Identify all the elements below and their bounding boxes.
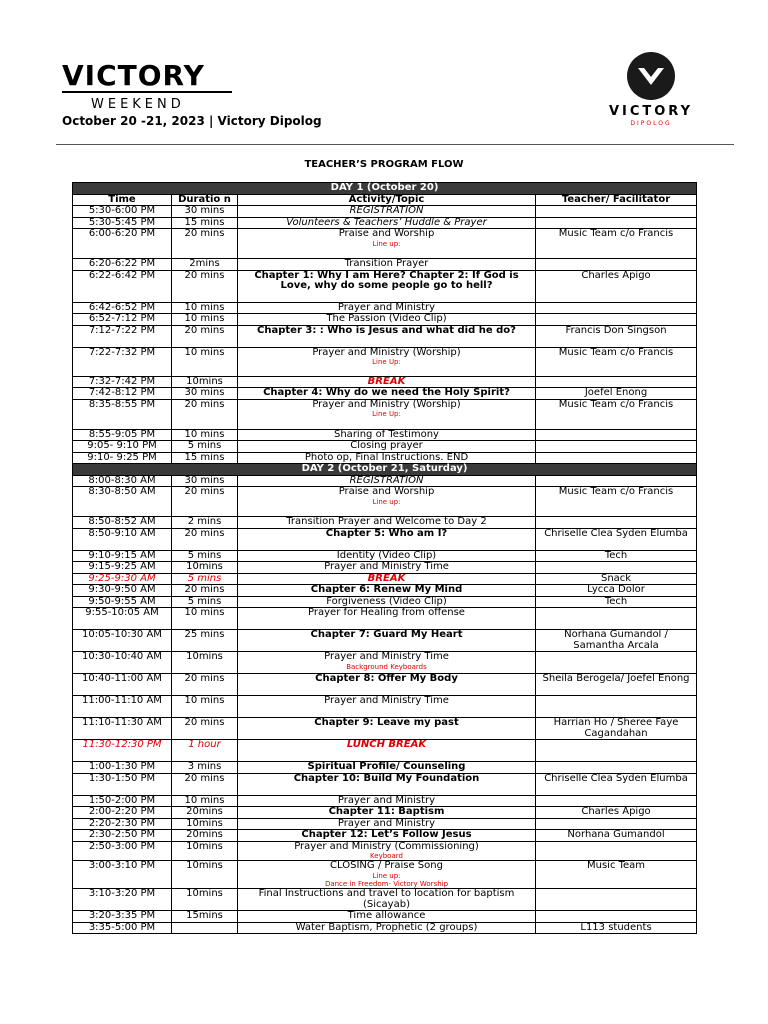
table-row xyxy=(73,596,697,608)
table-row xyxy=(73,674,697,696)
row-duration: 10 mins xyxy=(172,314,238,326)
table-row xyxy=(73,818,697,830)
row-activity xyxy=(238,841,536,861)
row-duration: 20 mins xyxy=(172,229,238,259)
row-facilitator xyxy=(536,696,697,718)
row-activity xyxy=(238,773,536,795)
activity-text: Forgiveness (Video Clip) xyxy=(326,595,447,607)
row-duration: 20 mins xyxy=(172,585,238,597)
row-facilitator xyxy=(536,217,697,229)
logo-left-main: VICTORY xyxy=(62,59,205,92)
row-duration: 10mins xyxy=(172,652,238,674)
table-row xyxy=(73,696,697,718)
row-activity xyxy=(238,550,536,562)
row-facilitator: Charles Apigo xyxy=(536,270,697,302)
row-facilitator: Chriselle Clea Syden Elumba xyxy=(536,528,697,550)
row-duration: 10mins xyxy=(172,841,238,861)
table-row xyxy=(73,452,697,464)
row-duration: 5 mins xyxy=(172,550,238,562)
row-activity xyxy=(238,229,536,259)
table-row xyxy=(73,229,697,259)
table-row xyxy=(73,259,697,271)
row-activity xyxy=(238,475,536,487)
row-time: 3:10-3:20 PM xyxy=(73,889,172,911)
activity-text: Volunteers & Teachers’ Huddle & Prayer xyxy=(286,216,487,228)
row-facilitator xyxy=(536,889,697,911)
row-duration: 10mins xyxy=(172,861,238,889)
activity-text: Chapter 3: : Who is Jesus and what did he do? xyxy=(257,324,516,336)
activity-text: CLOSING / Praise Song xyxy=(330,860,443,871)
row-duration: 5 mins xyxy=(172,441,238,453)
row-activity xyxy=(238,585,536,597)
row-time: 8:50-9:10 AM xyxy=(73,528,172,550)
row-activity xyxy=(238,696,536,718)
table-row xyxy=(73,608,697,630)
row-facilitator: Music Team c/o Francis xyxy=(536,347,697,376)
table-row xyxy=(73,718,697,740)
row-activity xyxy=(238,314,536,326)
row-activity xyxy=(238,573,536,585)
table-row xyxy=(73,773,697,795)
col-activity: Activity/Topic xyxy=(238,194,536,206)
victory-dipolog-logo xyxy=(590,52,712,128)
activity-note: Background Keyboards xyxy=(346,662,427,671)
row-facilitator: Joefel Enong xyxy=(536,388,697,400)
col-facilitator: Teacher/ Facilitator xyxy=(536,194,697,206)
row-duration: 20 mins xyxy=(172,487,238,517)
table-row xyxy=(73,861,697,889)
day1-title: DAY 1 (October 20) xyxy=(73,183,697,195)
table-row xyxy=(73,652,697,674)
row-activity xyxy=(238,674,536,696)
row-activity xyxy=(238,596,536,608)
row-activity xyxy=(238,795,536,807)
activity-text: Transition Prayer xyxy=(344,258,429,269)
row-activity xyxy=(238,652,536,674)
row-time: 6:20-6:22 PM xyxy=(73,259,172,271)
row-activity xyxy=(238,217,536,229)
victory-emblem-icon xyxy=(627,52,675,100)
activity-text: Prayer and Ministry xyxy=(337,817,436,829)
row-duration: 30 mins xyxy=(172,475,238,487)
row-time: 3:00-3:10 PM xyxy=(73,861,172,889)
row-activity xyxy=(238,740,536,762)
row-facilitator xyxy=(536,762,697,774)
activity-text: Chapter 4: Why do we need the Holy Spirit? xyxy=(263,387,510,398)
row-facilitator xyxy=(536,795,697,807)
row-facilitator xyxy=(536,314,697,326)
table-row xyxy=(73,585,697,597)
row-facilitator: Music Team c/o Francis xyxy=(536,229,697,259)
table-row xyxy=(73,302,697,314)
activity-text: Prayer and Ministry Time xyxy=(324,695,449,706)
activity-text: Chapter 11: Baptism xyxy=(328,806,445,817)
day2-header-row xyxy=(73,464,697,476)
row-activity xyxy=(238,376,536,388)
row-time: 5:30-5:45 PM xyxy=(73,217,172,229)
row-activity xyxy=(238,762,536,774)
activity-text: Prayer and Ministry (Worship) xyxy=(312,346,461,358)
row-facilitator: Harrian Ho / Sheree Faye Cagandahan xyxy=(536,718,697,740)
activity-text: Time allowance xyxy=(347,910,426,921)
row-time: 6:22-6:42 PM xyxy=(73,270,172,302)
row-time: 8:30-8:50 AM xyxy=(73,487,172,517)
row-time: 7:42-8:12 PM xyxy=(73,388,172,400)
row-time: 7:22-7:32 PM xyxy=(73,347,172,376)
row-facilitator: Norhana Gumandol xyxy=(536,830,697,842)
activity-text: BREAK xyxy=(367,572,406,584)
activity-text: Chapter 1: Why I am Here? Chapter 2: If God is Love, why do some people go to hell? xyxy=(254,269,519,291)
day2-title: DAY 2 (October 21, Saturday) xyxy=(73,464,697,476)
row-facilitator: Music Team xyxy=(536,861,697,889)
victory-weekend-logo xyxy=(62,59,232,112)
event-date-location: October 20 -21, 2023 | Victory Dipolog xyxy=(62,114,322,128)
row-duration: 20 mins xyxy=(172,325,238,347)
row-duration: 15mins xyxy=(172,911,238,923)
row-time: 7:32-7:42 PM xyxy=(73,376,172,388)
table-row xyxy=(73,740,697,762)
logo-right-sub: DIPOLOG xyxy=(630,120,672,127)
table-row xyxy=(73,206,697,218)
table-row xyxy=(73,562,697,574)
activity-text: Prayer and Ministry (Worship) xyxy=(312,398,461,410)
row-facilitator: Lycca Dolor xyxy=(536,585,697,597)
row-facilitator xyxy=(536,562,697,574)
activity-text: Chapter 10: Build My Foundation xyxy=(293,772,480,784)
activity-text: Water Baptism, Prophetic (2 groups) xyxy=(295,921,478,933)
row-time: 3:35-5:00 PM xyxy=(73,922,172,934)
row-time: 2:50-3:00 PM xyxy=(73,841,172,861)
activity-note: Keyboard xyxy=(370,852,403,860)
activity-text: Spiritual Profile/ Counseling xyxy=(307,761,466,772)
row-activity xyxy=(238,325,536,347)
row-duration: 10mins xyxy=(172,376,238,388)
activity-text: LUNCH BREAK xyxy=(346,739,427,750)
row-time: 6:52-7:12 PM xyxy=(73,314,172,326)
row-activity xyxy=(238,206,536,218)
row-activity xyxy=(238,528,536,550)
table-row xyxy=(73,314,697,326)
row-duration: 10 mins xyxy=(172,795,238,807)
row-facilitator xyxy=(536,608,697,630)
row-activity xyxy=(238,861,536,889)
row-facilitator: L113 students xyxy=(536,922,697,934)
row-time: 11:10-11:30 AM xyxy=(73,718,172,740)
row-facilitator xyxy=(536,429,697,441)
row-time: 10:40-11:00 AM xyxy=(73,674,172,696)
row-duration: 20 mins xyxy=(172,270,238,302)
row-duration xyxy=(172,922,238,934)
row-time: 6:00-6:20 PM xyxy=(73,229,172,259)
activity-text: REGISTRATION xyxy=(349,474,424,486)
row-time: 1:30-1:50 PM xyxy=(73,773,172,795)
table-row xyxy=(73,922,697,934)
activity-text: Photo op, Final Instructions. END xyxy=(304,451,469,463)
row-duration: 20mins xyxy=(172,830,238,842)
row-duration: 30 mins xyxy=(172,206,238,218)
activity-text: Chapter 9: Leave my past xyxy=(314,717,459,728)
row-time: 9:30-9:50 AM xyxy=(73,585,172,597)
row-facilitator xyxy=(536,740,697,762)
row-time: 10:05-10:30 AM xyxy=(73,630,172,652)
table-row xyxy=(73,911,697,923)
activity-text: Prayer and Ministry Time xyxy=(324,561,449,572)
row-duration: 5 mins xyxy=(172,573,238,585)
row-facilitator xyxy=(536,911,697,923)
activity-text: Sharing of Testimony xyxy=(334,428,439,440)
activity-text: Identity (Video Clip) xyxy=(336,549,437,561)
table-row xyxy=(73,429,697,441)
table-row xyxy=(73,217,697,229)
col-time: Time xyxy=(73,194,172,206)
header-divider xyxy=(56,144,734,145)
row-duration: 3 mins xyxy=(172,762,238,774)
row-facilitator xyxy=(536,452,697,464)
row-activity xyxy=(238,452,536,464)
row-facilitator xyxy=(536,259,697,271)
row-duration: 25 mins xyxy=(172,630,238,652)
row-duration: 10 mins xyxy=(172,608,238,630)
activity-text: Chapter 7: Guard My Heart xyxy=(310,629,463,640)
row-facilitator xyxy=(536,441,697,453)
table-row xyxy=(73,270,697,302)
row-time: 8:35-8:55 PM xyxy=(73,399,172,429)
row-activity xyxy=(238,441,536,453)
row-duration: 10 mins xyxy=(172,347,238,376)
activity-note: Line Up: xyxy=(372,358,401,366)
row-time: 7:12-7:22 PM xyxy=(73,325,172,347)
row-duration: 20 mins xyxy=(172,674,238,696)
row-time: 3:20-3:35 PM xyxy=(73,911,172,923)
column-header-row xyxy=(73,194,697,206)
row-facilitator xyxy=(536,376,697,388)
row-time: 1:00-1:30 PM xyxy=(73,762,172,774)
row-duration: 15 mins xyxy=(172,452,238,464)
row-activity xyxy=(238,487,536,517)
row-time: 9:10- 9:25 PM xyxy=(73,452,172,464)
row-duration: 5 mins xyxy=(172,596,238,608)
table-row xyxy=(73,376,697,388)
row-time: 9:50-9:55 AM xyxy=(73,596,172,608)
activity-text: Prayer and Ministry (Commissioning) xyxy=(294,840,479,852)
row-time: 8:00-8:30 AM xyxy=(73,475,172,487)
activity-text: Prayer and Ministry xyxy=(337,794,436,806)
row-facilitator xyxy=(536,475,697,487)
row-time: 9:10-9:15 AM xyxy=(73,550,172,562)
row-activity xyxy=(238,718,536,740)
row-time: 11:30-12:30 PM xyxy=(73,740,172,762)
activity-text: Final Instructions and travel to location for baptism (Sicayab) xyxy=(258,888,515,910)
row-time: 2:30-2:50 PM xyxy=(73,830,172,842)
table-row xyxy=(73,795,697,807)
row-activity xyxy=(238,429,536,441)
activity-text: BREAK xyxy=(367,375,406,387)
row-activity xyxy=(238,388,536,400)
row-duration: 1 hour xyxy=(172,740,238,762)
row-activity xyxy=(238,517,536,529)
row-activity xyxy=(238,399,536,429)
row-facilitator: Tech xyxy=(536,550,697,562)
row-facilitator: Norhana Gumandol / Samantha Arcala xyxy=(536,630,697,652)
row-facilitator: Sheila Berogela/ Joefel Enong xyxy=(536,674,697,696)
table-row xyxy=(73,528,697,550)
row-time: 9:05- 9:10 PM xyxy=(73,441,172,453)
table-row xyxy=(73,630,697,652)
activity-text: Transition Prayer and Welcome to Day 2 xyxy=(286,516,487,527)
row-facilitator: Francis Don Singson xyxy=(536,325,697,347)
row-duration: 10 mins xyxy=(172,696,238,718)
activity-text: Chapter 8: Offer My Body xyxy=(315,673,458,684)
activity-text: Chapter 5: Who am I? xyxy=(325,527,448,539)
activity-text: Prayer and Ministry Time xyxy=(324,651,449,662)
table-row xyxy=(73,889,697,911)
row-duration: 20 mins xyxy=(172,773,238,795)
row-facilitator: Chriselle Clea Syden Elumba xyxy=(536,773,697,795)
row-facilitator xyxy=(536,818,697,830)
table-row xyxy=(73,573,697,585)
row-duration: 20mins xyxy=(172,807,238,819)
row-facilitator: Snack xyxy=(536,573,697,585)
row-activity xyxy=(238,818,536,830)
table-row xyxy=(73,841,697,861)
row-facilitator xyxy=(536,517,697,529)
row-duration: 15 mins xyxy=(172,217,238,229)
day1-header-row xyxy=(73,183,697,195)
row-activity xyxy=(238,608,536,630)
table-row xyxy=(73,487,697,517)
activity-text: Prayer for Healing from offense xyxy=(308,607,465,618)
row-duration: 10mins xyxy=(172,818,238,830)
activity-note: Line up: xyxy=(372,497,401,506)
row-duration: 20 mins xyxy=(172,399,238,429)
activity-text: Praise and Worship xyxy=(338,486,435,497)
row-activity xyxy=(238,302,536,314)
row-duration: 10 mins xyxy=(172,302,238,314)
table-row xyxy=(73,517,697,529)
table-row xyxy=(73,550,697,562)
row-activity xyxy=(238,259,536,271)
row-time: 9:25-9:30 AM xyxy=(73,573,172,585)
row-duration: 30 mins xyxy=(172,388,238,400)
row-facilitator xyxy=(536,206,697,218)
table-row xyxy=(73,347,697,376)
activity-text: Closing prayer xyxy=(350,440,423,451)
table-row xyxy=(73,399,697,429)
row-time: 8:50-8:52 AM xyxy=(73,517,172,529)
table-row xyxy=(73,388,697,400)
row-time: 1:50-2:00 PM xyxy=(73,795,172,807)
row-facilitator: Charles Apigo xyxy=(536,807,697,819)
row-time: 6:42-6:52 PM xyxy=(73,302,172,314)
row-time: 2:00-2:20 PM xyxy=(73,807,172,819)
activity-text: REGISTRATION xyxy=(349,205,424,216)
row-activity xyxy=(238,922,536,934)
row-duration: 10 mins xyxy=(172,429,238,441)
activity-note: Line up: xyxy=(372,239,401,248)
row-duration: 20 mins xyxy=(172,528,238,550)
row-duration: 10mins xyxy=(172,562,238,574)
row-time: 9:15-9:25 AM xyxy=(73,562,172,574)
row-facilitator: Tech xyxy=(536,596,697,608)
col-duration: Duratio n xyxy=(172,194,238,206)
row-time: 10:30-10:40 AM xyxy=(73,652,172,674)
table-row xyxy=(73,830,697,842)
row-facilitator: Music Team c/o Francis xyxy=(536,399,697,429)
table-row xyxy=(73,325,697,347)
row-time: 9:55-10:05 AM xyxy=(73,608,172,630)
row-activity xyxy=(238,270,536,302)
table-row xyxy=(73,441,697,453)
table-row xyxy=(73,807,697,819)
row-duration: 20 mins xyxy=(172,718,238,740)
table-row xyxy=(73,475,697,487)
row-facilitator: Music Team c/o Francis xyxy=(536,487,697,517)
activity-text: Chapter 6: Renew My Mind xyxy=(310,584,463,595)
row-activity xyxy=(238,807,536,819)
row-duration: 2 mins xyxy=(172,517,238,529)
row-activity xyxy=(238,830,536,842)
row-duration: 10mins xyxy=(172,889,238,911)
row-facilitator xyxy=(536,302,697,314)
table-row xyxy=(73,762,697,774)
row-facilitator xyxy=(536,841,697,861)
logo-right-main: VICTORY xyxy=(608,104,694,119)
row-time: 5:30-6:00 PM xyxy=(73,206,172,218)
row-facilitator xyxy=(536,652,697,674)
row-activity xyxy=(238,347,536,376)
logo-left-sub: WEEKEND xyxy=(88,99,188,111)
activity-note: Line Up: xyxy=(372,410,401,418)
row-activity xyxy=(238,889,536,911)
activity-text: Chapter 12: Let’s Follow Jesus xyxy=(301,829,472,840)
activity-note: Line up: Dance in Freedom- Victory Worship xyxy=(324,871,449,888)
row-time: 2:20-2:30 PM xyxy=(73,818,172,830)
row-activity xyxy=(238,562,536,574)
activity-text: Prayer and Ministry xyxy=(337,301,436,313)
activity-text: The Passion (Video Clip) xyxy=(326,313,447,324)
program-title: TEACHER’S PROGRAM FLOW xyxy=(304,159,464,170)
row-activity xyxy=(238,630,536,652)
program-flow-table xyxy=(72,182,697,934)
row-time: 8:55-9:05 PM xyxy=(73,429,172,441)
row-time: 11:00-11:10 AM xyxy=(73,696,172,718)
row-duration: 2mins xyxy=(172,259,238,271)
row-activity xyxy=(238,911,536,923)
activity-text: Praise and Worship xyxy=(338,228,435,239)
